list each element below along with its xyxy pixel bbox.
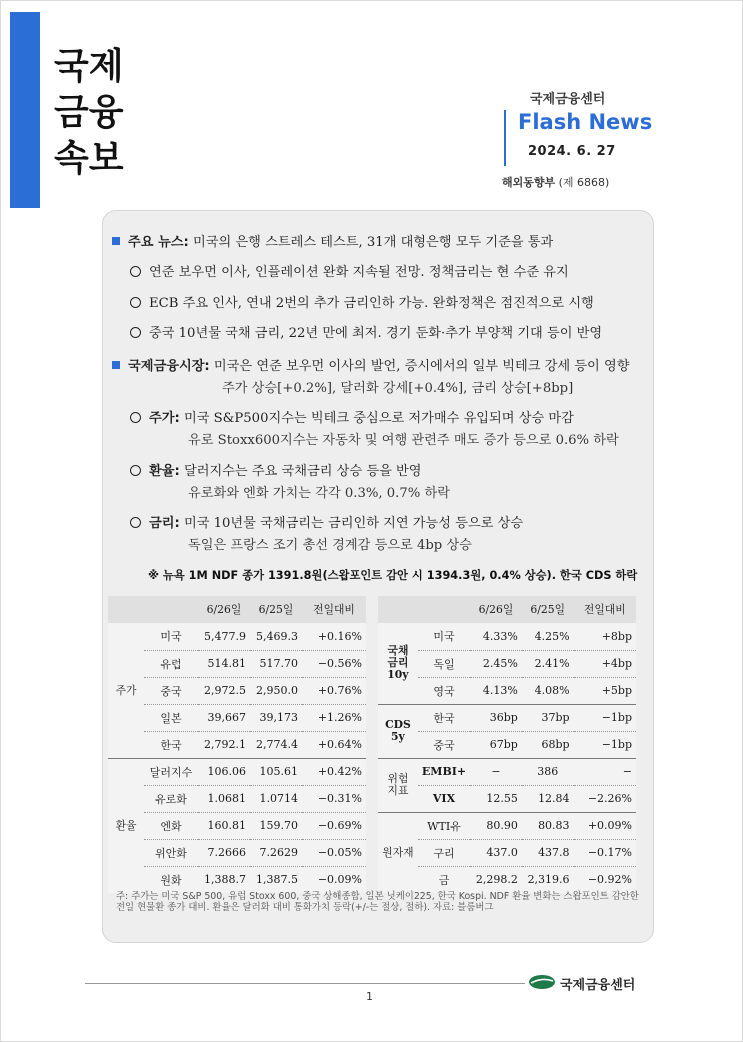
header-cell (144, 596, 198, 623)
header-cell: 6/26일 (470, 596, 522, 623)
value-prev: 2,319.6 (527, 873, 570, 887)
table-header-row (378, 596, 636, 623)
header-divider (504, 110, 506, 166)
value-prev: 68bp (522, 731, 574, 758)
stock-text-1: 미국 S&P500지수는 빅테크 중심으로 저가매수 유입되며 상승 마감 (183, 411, 574, 426)
row-label: 달러지수 (144, 758, 198, 785)
value-prev: 7.2629 (250, 839, 302, 866)
table-row (378, 704, 636, 731)
value-today: 1,388.7 (204, 873, 246, 887)
key-news-label: 주요 뉴스: (128, 235, 189, 250)
row-label: 영국 (418, 677, 470, 704)
square-bullet-icon (112, 237, 120, 245)
value-today: 12.55 (470, 785, 522, 812)
value-change: +0.16% (302, 623, 366, 650)
table-row (108, 758, 366, 785)
value-change: +0.64% (302, 731, 366, 758)
value-today: 2,792.1 (198, 731, 250, 758)
value-today: 2.45% (470, 650, 522, 677)
row-label: 한국 (418, 704, 470, 731)
value-today: 4.13% (470, 677, 522, 704)
org-name: 국제금융센터 (530, 92, 606, 107)
row-label: 중국 (418, 731, 470, 758)
value-today: 36bp (470, 704, 522, 731)
value-prev: 2.41% (522, 650, 574, 677)
value-prev: 37bp (522, 704, 574, 731)
table-row (378, 623, 636, 650)
fx-text-1: 달러지수는 주요 국채금리 상승 등을 반영 (183, 464, 422, 479)
value-today: 160.81 (198, 812, 250, 839)
flash-news-title: Flash News (518, 110, 653, 134)
circle-bullet-icon (130, 266, 141, 277)
value-prev: 1,387.5 (256, 873, 298, 887)
value-today: 4.33% (470, 623, 522, 650)
stock-label: 주가: (149, 411, 180, 426)
row-label: 금 (438, 873, 450, 887)
key-news-item-text: ECB 주요 인사, 연내 2번의 추가 금리인하 가능. 완화정책은 점진적으로 시행 (149, 296, 594, 311)
value-prev: 2,950.0 (250, 677, 302, 704)
title-line-1: 국제 (54, 46, 124, 87)
value-prev: 386 (522, 758, 574, 785)
value-today: 106.06 (198, 758, 250, 785)
category-commodities: 원자재 (382, 846, 414, 860)
value-today: 67bp (470, 731, 522, 758)
key-news-item-text: 연준 보우먼 이사, 인플레이션 완화 지속될 전망. 정책금리는 현 수준 유지 (149, 265, 569, 280)
value-today: − (470, 758, 522, 785)
value-change: +4bp (574, 650, 636, 677)
table-header-row (108, 596, 366, 623)
value-today: 39,667 (198, 704, 250, 731)
value-prev: 4.25% (522, 623, 574, 650)
row-label: 한국 (144, 731, 198, 758)
value-prev: 4.08% (522, 677, 574, 704)
market-text-1: 미국은 연준 보우먼 이사의 발언, 증시에서의 일부 빅테크 강세 등이 영향 (213, 359, 630, 374)
row-label: 원화 (160, 873, 182, 887)
circle-bullet-icon (130, 517, 141, 528)
row-label: EMBI+ (418, 758, 470, 785)
title-line-2: 금융 (54, 92, 124, 133)
value-prev: 105.61 (250, 758, 302, 785)
row-label: 엔화 (144, 812, 198, 839)
square-bullet-icon (112, 361, 120, 369)
header-cell: 6/25일 (250, 596, 302, 623)
table-row (108, 704, 366, 731)
issue-number: (제 6868) (558, 176, 610, 189)
value-today: 5,477.9 (198, 623, 250, 650)
key-news-item (130, 295, 594, 313)
key-news-item (130, 325, 602, 343)
value-today: 80.90 (470, 812, 522, 839)
title-line-3: 속보 (54, 138, 124, 179)
value-prev: 80.83 (522, 812, 574, 839)
rate-label: 금리: (149, 516, 180, 531)
value-change: −0.69% (302, 812, 366, 839)
value-change: +1.26% (302, 704, 366, 731)
row-label: 위안화 (144, 839, 198, 866)
value-change: −0.56% (302, 650, 366, 677)
row-label: 유로화 (144, 785, 198, 812)
row-label: 구리 (418, 839, 470, 866)
key-news-item (130, 264, 569, 282)
fx-label: 환율: (149, 464, 180, 479)
value-change: −0.17% (574, 839, 636, 866)
ndf-notice: ※ 뉴욕 1M NDF 종가 1391.8원(스왑포인트 감안 시 1394.3원, 0.4% 상승). 한국 CDS 하락 (148, 569, 638, 582)
value-change: +0.42% (302, 758, 366, 785)
value-change: +0.76% (302, 677, 366, 704)
table-row (378, 758, 636, 785)
value-change: −0.31% (302, 785, 366, 812)
row-label: VIX (418, 785, 470, 812)
table-row (108, 785, 366, 812)
row-label: 중국 (144, 677, 198, 704)
market-label: 국제금융시장: (128, 359, 210, 374)
header-cell (418, 596, 470, 623)
table-row (108, 677, 366, 704)
value-prev: 1.0714 (250, 785, 302, 812)
fx-text-2: 유로화와 엔화 가치는 각각 0.3%, 0.7% 하락 (188, 486, 450, 501)
value-prev: 159.70 (250, 812, 302, 839)
right-market-table (378, 596, 636, 893)
header-cell: 전일대비 (302, 596, 366, 623)
stock-item (130, 410, 574, 428)
table-row (108, 623, 366, 650)
row-label: 유럽 (144, 650, 198, 677)
market-heading (112, 358, 629, 376)
footer-divider (85, 983, 525, 984)
department-name: 해외동향부 (502, 176, 556, 189)
row-label: 미국 (418, 623, 470, 650)
value-today: 514.81 (198, 650, 250, 677)
category-risk: 위험 지표 (378, 758, 418, 812)
department (502, 174, 609, 190)
value-today: 1.0681 (198, 785, 250, 812)
category-bond-yield: 국채 금리 10y (378, 623, 418, 704)
accent-bar (10, 12, 40, 208)
kcif-logo-icon (528, 974, 556, 990)
page-number: 1 (366, 990, 373, 1003)
value-change: −0.09% (317, 873, 362, 887)
value-prev: 437.8 (522, 839, 574, 866)
value-change: +0.09% (574, 812, 636, 839)
circle-bullet-icon (130, 297, 141, 308)
footer-org-name: 국제금융센터 (560, 978, 636, 993)
value-change: −1bp (574, 731, 636, 758)
rate-text-1: 미국 10년물 국채금리는 금리인하 지연 가능성 등으로 상승 (183, 516, 524, 531)
category-fx: 환율 (115, 819, 137, 833)
row-label: 독일 (418, 650, 470, 677)
value-today: 437.0 (470, 839, 522, 866)
value-change: −0.92% (587, 873, 632, 887)
value-prev: 12.84 (522, 785, 574, 812)
key-news-item-text: 중국 10년물 국채 금리, 22년 만에 최저. 경기 둔화·추가 부양책 기대 등이 반영 (149, 326, 603, 341)
category-cds: CDS 5y (378, 704, 418, 758)
value-today: 7.2666 (198, 839, 250, 866)
value-change: +5bp (574, 677, 636, 704)
value-prev: 517.70 (250, 650, 302, 677)
table-row (108, 866, 366, 893)
table-row (378, 812, 636, 839)
stock-text-2: 유로 Stoxx600지수는 자동차 및 여행 관련주 매도 증가 등으로 0.6% 하락 (188, 433, 619, 448)
value-prev: 2,774.4 (250, 731, 302, 758)
rate-text-2: 독일은 프랑스 조기 총선 경계감 등으로 4bp 상승 (188, 538, 472, 553)
value-today: 2,972.5 (198, 677, 250, 704)
row-label: 일본 (144, 704, 198, 731)
table-row (108, 650, 366, 677)
header-cell: 전일대비 (574, 596, 636, 623)
value-change: − (574, 758, 636, 785)
category-stocks: 주가 (108, 623, 144, 758)
market-text-2: 주가 상승[+0.2%], 달러화 강세[+0.4%], 금리 상승[+8bp] (222, 381, 574, 396)
circle-bullet-icon (130, 412, 141, 423)
report-date: 2024. 6. 27 (528, 144, 616, 159)
value-today: 2,298.2 (475, 873, 518, 887)
header-cell: 6/25일 (522, 596, 574, 623)
key-news-text: 미국의 은행 스트레스 테스트, 31개 대형은행 모두 기준을 통과 (193, 235, 554, 250)
circle-bullet-icon (130, 327, 141, 338)
table-footnote: 주: 주가는 미국 S&P 500, 유럽 Stoxx 600, 중국 상해종합, 일본 닛케이225, 한국 Kospi. NDF 환율 변화는 스왑포인트 감안한 전일 현물환 종가 대비. 환율은 달러화 대비 통화가치 등락(+/-는 절상, 절하). 자료: 블룸버그 (116, 891, 639, 913)
fx-item (130, 463, 422, 481)
value-change: −0.05% (302, 839, 366, 866)
table-row (108, 839, 366, 866)
header-cell: 6/26일 (198, 596, 250, 623)
value-change: −2.26% (574, 785, 636, 812)
table-row (108, 731, 366, 758)
circle-bullet-icon (130, 465, 141, 476)
left-market-table (108, 596, 366, 893)
key-news-heading (112, 234, 553, 252)
row-label: WTI유 (418, 812, 470, 839)
page-title (54, 44, 124, 182)
value-change: −1bp (574, 704, 636, 731)
table-row (108, 812, 366, 839)
value-prev: 5,469.3 (250, 623, 302, 650)
header-cell (108, 596, 144, 623)
header-cell (378, 596, 418, 623)
value-prev: 39,173 (250, 704, 302, 731)
rate-item (130, 515, 523, 533)
row-label: 미국 (144, 623, 198, 650)
value-change: +8bp (574, 623, 636, 650)
